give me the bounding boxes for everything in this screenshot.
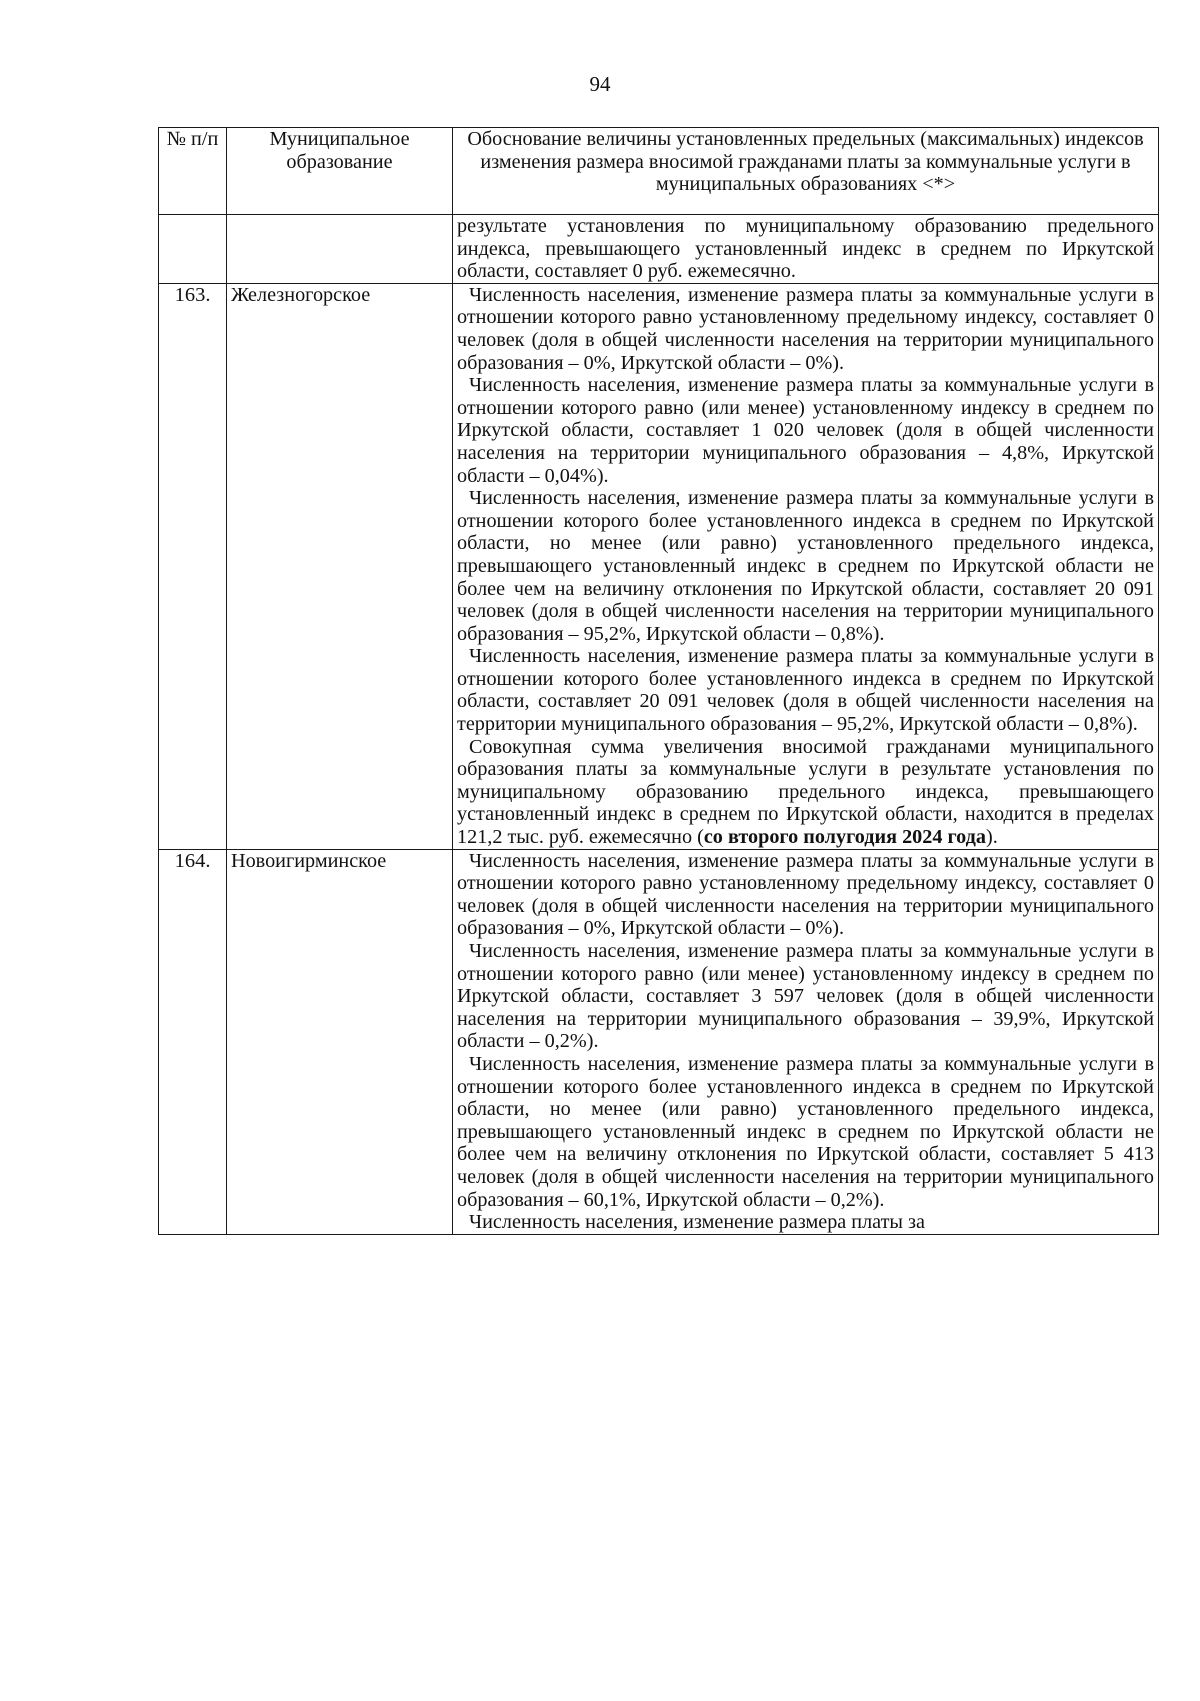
continuation-paragraph: результате установления по муниципальному образованию предельного индекса, превышающего установленный индекс в среднем по Иркутской области, составляет 0 руб. ежемесячно. (457, 215, 1154, 283)
continuation-row (159, 215, 1159, 284)
justification-paragraph: Численность населения, изменение размера платы за коммунальные услуги в отношении которого равно (или менее) установленному индексу в среднем по Иркутской области, составляет 3 597 человек (доля в общей численности населения на территории муниципального образования – 39,9%, Иркутской области – 0,2%). (457, 940, 1154, 1053)
municipality-name: Железногорское (227, 283, 453, 849)
table-row (159, 283, 1159, 849)
table-header-row (159, 128, 1159, 215)
justification-paragraph: Численность населения, изменение размера платы за коммунальные услуги в отношении которого более установленного индекса в среднем по Иркутской области, но менее (или равно) установленного предельного индекса, превышающего установленный индекс в среднем по Иркутской области не более чем на величину отклонения по Иркутской области, составляет 5 413 человек (доля в общей численности населения на территории муниципального образования – 60,1%, Иркутской области – 0,2%). (457, 1052, 1154, 1211)
municipality-name: Новоигирминское (227, 849, 453, 1234)
justification-paragraph: Численность населения, изменение размера платы за коммунальные услуги в отношении которого более установленного индекса в среднем по Иркутской области, но менее (или равно) установленного предельного индекса, превышающего установленный индекс в среднем по Иркутской области не более чем на величину отклонения по Иркутской области, составляет 20 091 человек (доля в общей численности населения на территории муниципального образования – 95,2%, Иркутской области – 0,8%). (457, 487, 1154, 645)
summary-text: Совокупная сумма увеличения вносимой гражданами муниципального образования платы за коммунальные услуги в результате установления по муниципальному образованию предельного индекса, превышающего установленный индекс в среднем по Иркутской области, находится в пределах 121,2 тыс. руб. ежемесячно ( (457, 735, 1154, 849)
justification-cell (453, 849, 1159, 1234)
justification-paragraph: Численность населения, изменение размера платы за коммунальные услуги в отношении которого более установленного индекса в среднем по Иркутской области, составляет 20 091 человек (доля в общей численности населения на территории муниципального образования – 95,2%, Иркутской области – 0,8%). (457, 645, 1154, 736)
justification-cell (453, 283, 1159, 849)
justification-paragraph: Численность населения, изменение размера платы за коммунальные услуги в отношении которого равно (или менее) установленному индексу в среднем по Иркутской области, составляет 1 020 человек (доля в общей численности населения на территории муниципального образования – 4,8%, Иркутской области – 0,04%). (457, 374, 1154, 487)
row-number: 164. (159, 849, 227, 1234)
continuation-num-cell (159, 215, 227, 284)
justification-paragraph: Численность населения, изменение размера платы за коммунальные услуги в отношении которого равно установленному предельному индексу, составляет 0 человек (доля в общей численности населения на территории муниципального образования – 0%, Иркутской области – 0%). (457, 849, 1154, 940)
summary-bold-period: со второго полугодия 2024 года (703, 826, 986, 849)
justification-paragraph: Численность населения, изменение размера платы за (469, 1211, 925, 1234)
justification-paragraph: Численность населения, изменение размера платы за коммунальные услуги в отношении которого равно установленному предельному индексу, составляет 0 человек (доля в общей численности населения на территории муниципального образования – 0%, Иркутской области – 0%). (457, 283, 1154, 374)
row-number: 163. (159, 283, 227, 849)
continuation-municipality-cell (227, 215, 453, 284)
table-row (159, 849, 1159, 1234)
page-number: 94 (589, 72, 611, 96)
header-justification: Обоснование величины установленных предельных (максимальных) индексов изменения размера вносимой гражданами платы за коммунальные услуги в муниципальных образованиях <*> (453, 128, 1159, 215)
summary-end: ). (985, 826, 998, 849)
summary-paragraph (457, 736, 1154, 849)
header-municipality: Муниципальное образование (227, 128, 453, 215)
continuation-text-cell (453, 215, 1159, 284)
justification-table (158, 127, 1159, 1235)
header-num: № п/п (159, 128, 227, 215)
